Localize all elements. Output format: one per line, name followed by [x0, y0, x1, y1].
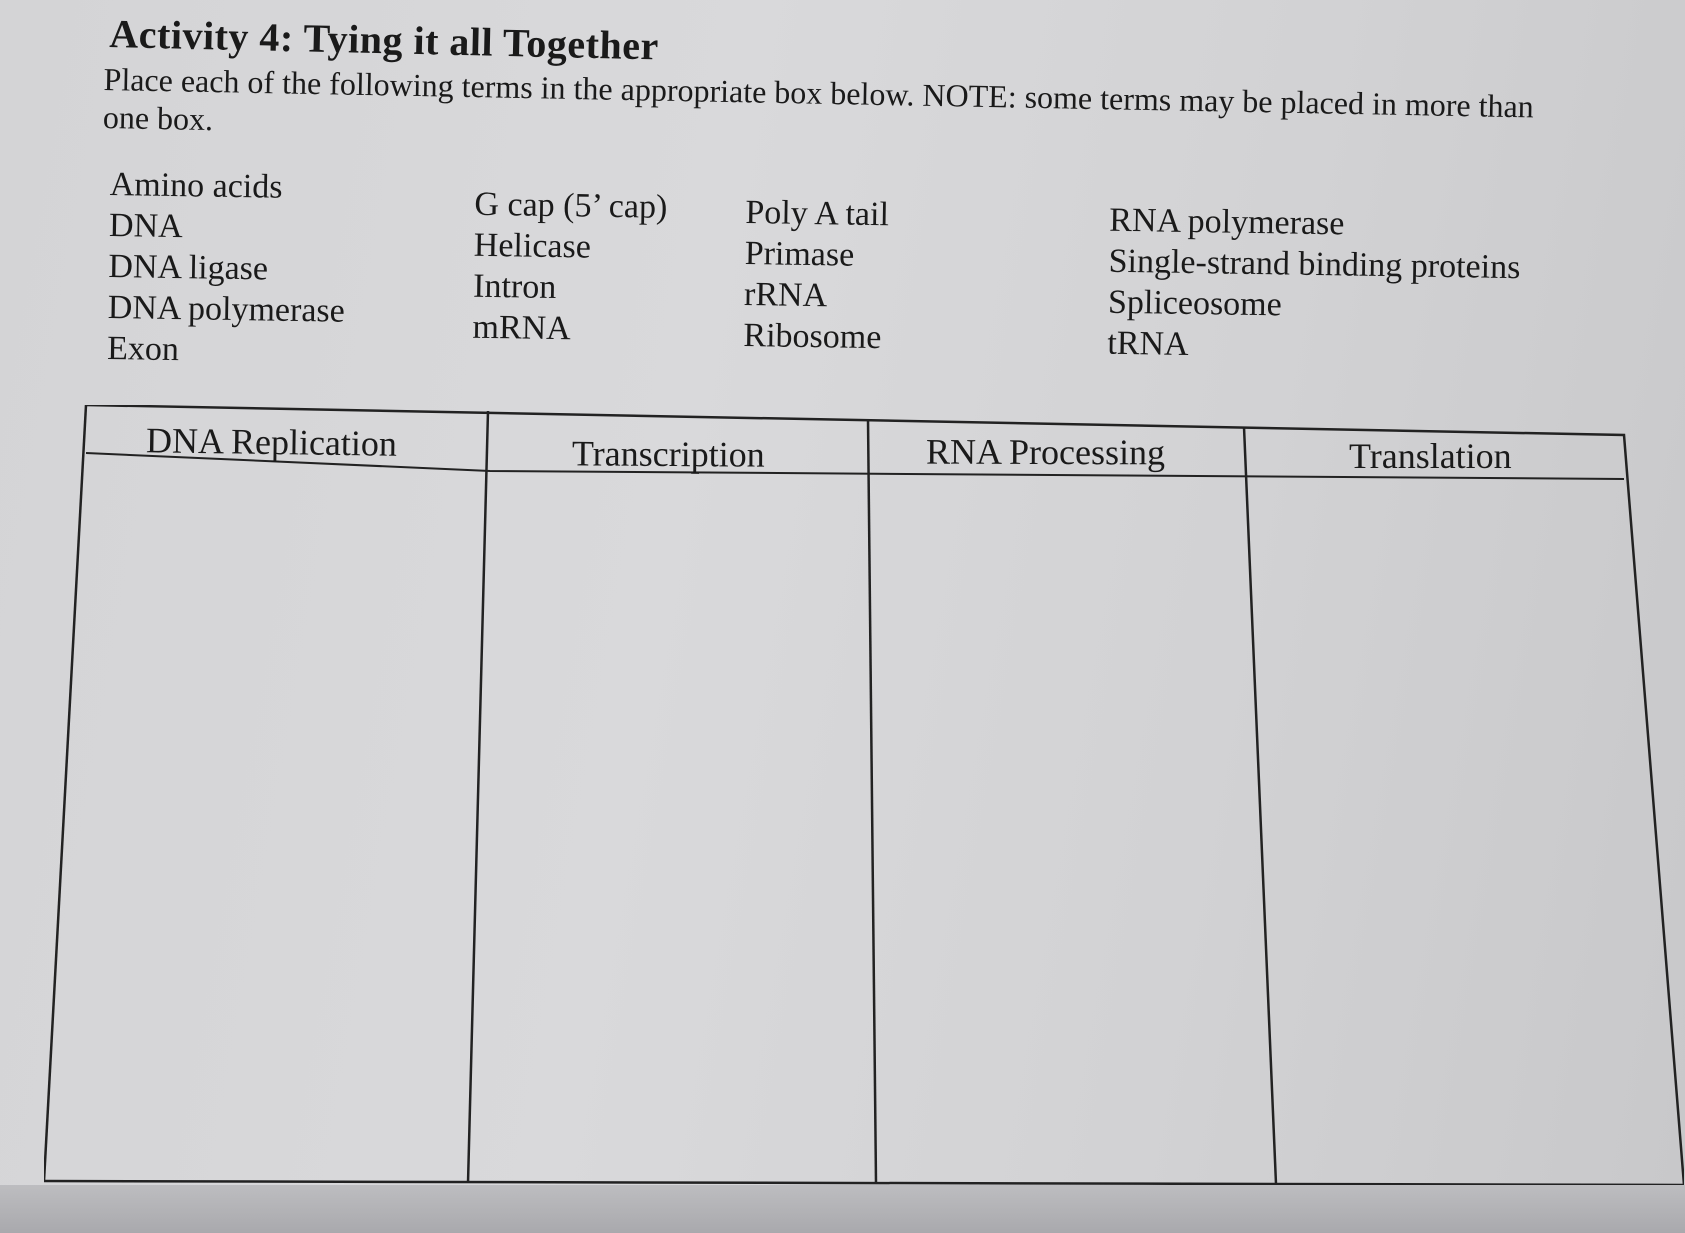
- term-item: Poly A tail: [745, 193, 890, 234]
- header-translation: Translation: [1349, 436, 1512, 476]
- sorting-table: [44, 405, 1684, 1185]
- term-item: mRNA: [472, 308, 572, 348]
- table-left-border: [44, 405, 86, 1181]
- header-dna-replication: DNA Replication: [145, 420, 398, 464]
- term-item: G cap (5’ cap): [474, 185, 668, 226]
- term-item: DNA polymerase: [107, 288, 346, 330]
- term-item: DNA ligase: [108, 247, 269, 288]
- term-item: Primase: [744, 234, 855, 274]
- table-border: [86, 405, 1684, 1185]
- term-item: tRNA: [1107, 324, 1189, 363]
- table-bottom-border: [44, 1181, 1684, 1185]
- term-item: Exon: [106, 329, 180, 369]
- activity-instructions: Place each of the following terms in the appropriate box below. NOTE: some terms may be placed in more than one box.: [102, 60, 1535, 138]
- term-item: rRNA: [743, 275, 828, 315]
- term-item: Intron: [472, 267, 557, 307]
- header-transcription: Transcription: [571, 433, 765, 475]
- term-column-2: [472, 184, 667, 351]
- term-item: DNA: [108, 206, 184, 246]
- term-column-4: [1107, 200, 1521, 370]
- column-divider-2: [868, 419, 876, 1183]
- term-item: Spliceosome: [1107, 283, 1283, 324]
- term-item: Helicase: [473, 226, 592, 266]
- column-divider-3: [1244, 427, 1276, 1184]
- term-item: Amino acids: [109, 166, 283, 206]
- table-lines: [44, 405, 1684, 1185]
- term-item: Single-strand binding proteins: [1108, 242, 1521, 287]
- term-column-1: [107, 164, 347, 373]
- desk-edge: [0, 1185, 1685, 1233]
- column-divider-1: [468, 411, 488, 1183]
- term-bank: [107, 168, 1610, 402]
- activity-title: Activity 4: Tying it all Together: [108, 10, 660, 69]
- term-item: Ribosome: [743, 316, 882, 357]
- header-rna-processing: RNA Processing: [925, 431, 1166, 473]
- term-column-3: [743, 192, 889, 358]
- term-item: RNA polymerase: [1109, 201, 1345, 243]
